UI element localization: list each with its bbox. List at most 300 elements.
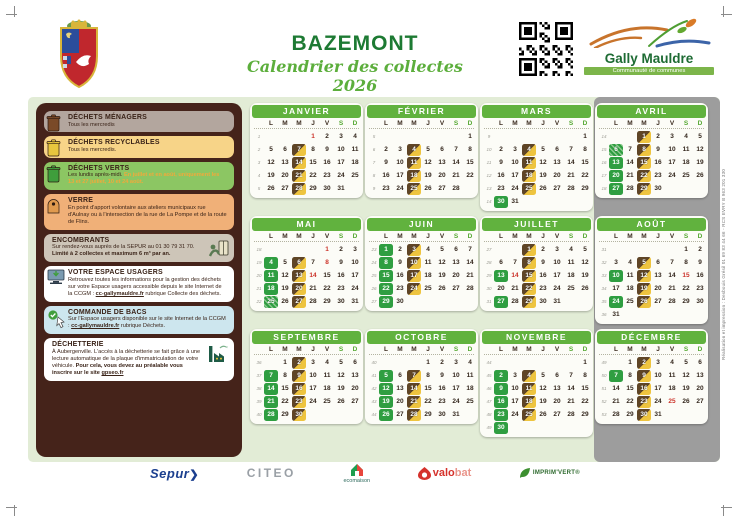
ecomaison-house-icon bbox=[349, 463, 365, 477]
sidebar-card-text bbox=[68, 122, 227, 129]
inline-link[interactable]: gpseo.fr bbox=[101, 369, 124, 376]
month-mai bbox=[250, 216, 363, 311]
inline-link[interactable]: cc-gallymauldre.fr bbox=[71, 323, 120, 330]
week-number: 20 bbox=[256, 273, 262, 278]
week-number: 26 bbox=[371, 286, 377, 291]
empty-day-cell bbox=[421, 131, 435, 143]
green-bin-icon bbox=[46, 165, 61, 188]
day-cell: 11 bbox=[424, 258, 432, 266]
day-cell: 3 bbox=[353, 245, 357, 253]
week-number: 28 bbox=[486, 260, 492, 265]
day-cell: 5 bbox=[269, 145, 273, 153]
day-cell: 4 bbox=[325, 358, 329, 366]
collecte-verts-day: 13 bbox=[494, 270, 508, 282]
empty-day-cell bbox=[522, 422, 536, 434]
day-cell: 19 bbox=[281, 284, 289, 292]
day-cell: 12 bbox=[438, 258, 446, 266]
day-cell: 16 bbox=[396, 271, 404, 279]
day-cell: 10 bbox=[668, 145, 676, 153]
week-number: 31 bbox=[486, 299, 492, 304]
empty-day-cell bbox=[564, 357, 578, 369]
day-cell: 9 bbox=[541, 258, 545, 266]
day-cell: 9 bbox=[384, 158, 388, 166]
day-cell: 31 bbox=[511, 197, 519, 205]
month-juillet bbox=[480, 216, 593, 311]
empty-day-cell bbox=[264, 244, 278, 256]
day-cell: 24 bbox=[511, 184, 519, 192]
text-segment: À Aubergenville. L'accès à la déchetterie se fait grâce à une lecture automatique de la plaque d'immatriculation de votre véhicule. bbox=[52, 348, 201, 369]
week-col-spacer bbox=[484, 120, 494, 127]
collecte-verts-day: 27 bbox=[494, 296, 508, 308]
day-cell: 2 bbox=[499, 145, 503, 153]
weekday-letter: M bbox=[282, 346, 288, 353]
empty-day-cell bbox=[665, 309, 679, 321]
imprimvert-logo: IMPRIM'VERT® bbox=[519, 467, 580, 479]
day-cell: 16 bbox=[337, 271, 345, 279]
weekday-letter: M bbox=[627, 120, 633, 127]
day-cell: 15 bbox=[424, 384, 432, 392]
weekday-header bbox=[254, 231, 359, 242]
weekday-letter: M bbox=[526, 233, 532, 240]
weekday-letter: J bbox=[426, 346, 430, 353]
sidebar-card-dechets-verts bbox=[44, 162, 234, 190]
month-header: AOÛT bbox=[597, 218, 706, 231]
collecte-verts-day: 2 bbox=[494, 370, 508, 382]
empty-day-cell bbox=[693, 409, 707, 421]
collecte-menagers-recyclables-day: 1 bbox=[522, 244, 536, 256]
collecte-menagers-recyclables-day: 26 bbox=[637, 296, 651, 308]
collecte-verts-day: 21 bbox=[264, 396, 278, 408]
month-header: SEPTEMBRE bbox=[252, 331, 361, 344]
weekday-letter: M bbox=[526, 346, 532, 353]
collecte-menagers-recyclables-day: 15 bbox=[637, 157, 651, 169]
empty-day-cell bbox=[536, 422, 550, 434]
week-number: 48 bbox=[486, 412, 492, 417]
day-cell: 16 bbox=[382, 171, 390, 179]
weekday-letter: J bbox=[656, 120, 660, 127]
furniture-icon bbox=[206, 240, 230, 267]
weekday-header bbox=[369, 231, 474, 242]
week-col-spacer bbox=[484, 233, 494, 240]
day-cell: 17 bbox=[351, 271, 359, 279]
factory-icon bbox=[206, 344, 230, 369]
weekday-letter: V bbox=[554, 346, 560, 353]
day-cell: 1 bbox=[283, 358, 287, 366]
day-cell: 14 bbox=[567, 384, 575, 392]
day-cell: 15 bbox=[323, 271, 331, 279]
empty-day-cell bbox=[393, 357, 407, 369]
week-number: 14 bbox=[601, 134, 607, 139]
weekday-letter: J bbox=[656, 346, 660, 353]
week-number: 34 bbox=[601, 286, 607, 291]
week-number: 51 bbox=[601, 386, 607, 391]
day-cell: 25 bbox=[466, 397, 474, 405]
day-cell: 2 bbox=[440, 358, 444, 366]
day-cell: 17 bbox=[309, 384, 317, 392]
weekday-letter: V bbox=[669, 120, 675, 127]
day-cell: 3 bbox=[339, 132, 343, 140]
day-cell: 12 bbox=[581, 258, 589, 266]
day-cell: 15 bbox=[309, 158, 317, 166]
day-cell: 13 bbox=[553, 158, 561, 166]
day-cell: 23 bbox=[654, 171, 662, 179]
days-grid bbox=[254, 130, 359, 195]
day-cell: 24 bbox=[654, 397, 662, 405]
collecte-verts-day: 7 bbox=[264, 370, 278, 382]
collecte-menagers-recyclables-day: 18 bbox=[522, 396, 536, 408]
day-cell: 25 bbox=[626, 297, 634, 305]
weekday-letter: M bbox=[641, 120, 647, 127]
month-decembre bbox=[595, 329, 708, 424]
month-header: AVRIL bbox=[597, 105, 706, 118]
ecomaison-logo: ecomaison bbox=[343, 463, 370, 484]
week-number: 8 bbox=[372, 173, 376, 178]
empty-day-cell bbox=[623, 309, 637, 321]
sidebar-card-verre bbox=[44, 194, 234, 229]
collecte-menagers-recyclables-day: 22 bbox=[522, 283, 536, 295]
day-cell: 8 bbox=[628, 371, 632, 379]
day-cell: 24 bbox=[309, 397, 317, 405]
empty-day-cell bbox=[407, 296, 421, 308]
day-cell: 15 bbox=[466, 158, 474, 166]
weekday-letter: D bbox=[352, 233, 358, 240]
collecte-verts-day: 16 bbox=[494, 396, 508, 408]
weekday-letter: M bbox=[397, 120, 403, 127]
day-cell: 6 bbox=[656, 258, 660, 266]
collecte-verts-day: 12 bbox=[379, 383, 393, 395]
day-cell: 24 bbox=[337, 171, 345, 179]
weekday-letter: J bbox=[656, 233, 660, 240]
day-cell: 8 bbox=[583, 371, 587, 379]
day-cell: 7 bbox=[628, 145, 632, 153]
days-grid bbox=[484, 130, 589, 208]
weekday-letter: M bbox=[282, 120, 288, 127]
day-cell: 2 bbox=[656, 132, 660, 140]
day-cell: 20 bbox=[438, 171, 446, 179]
collecte-menagers-recyclables-day: 4 bbox=[407, 144, 421, 156]
weekday-letter: S bbox=[453, 120, 459, 127]
day-cell: 10 bbox=[511, 384, 519, 392]
empty-day-cell bbox=[508, 422, 522, 434]
week-number: 49 bbox=[486, 425, 492, 430]
empty-day-cell bbox=[494, 244, 508, 256]
day-cell: 31 bbox=[612, 310, 620, 318]
collecte-verts-day: 24 bbox=[609, 296, 623, 308]
empty-day-cell bbox=[679, 309, 693, 321]
week-number: 36 bbox=[256, 360, 262, 365]
weekday-letter: J bbox=[426, 120, 430, 127]
weekday-letter: L bbox=[384, 120, 388, 127]
day-cell: 18 bbox=[351, 158, 359, 166]
collecte-menagers-recyclables-day: 16 bbox=[292, 383, 306, 395]
day-cell: 27 bbox=[452, 284, 460, 292]
collecte-menagers-recyclables-day: 2 bbox=[637, 357, 651, 369]
week-number: 12 bbox=[486, 173, 492, 178]
day-cell: 30 bbox=[654, 184, 662, 192]
collecte-menagers-recyclables-day: 9 bbox=[637, 370, 651, 382]
week-number: 36 bbox=[601, 312, 607, 317]
collecte-menagers-recyclables-day: 18 bbox=[407, 170, 421, 182]
empty-day-cell bbox=[306, 244, 320, 256]
crop-mark bbox=[6, 507, 17, 508]
day-cell: 27 bbox=[696, 397, 704, 405]
month-header: MARS bbox=[482, 105, 591, 118]
day-cell: 29 bbox=[581, 410, 589, 418]
jour-ferie: 25 bbox=[668, 397, 676, 405]
day-cell: 16 bbox=[323, 158, 331, 166]
collecte-menagers-recyclables-day: 10 bbox=[407, 257, 421, 269]
weekday-letter: M bbox=[282, 233, 288, 240]
collecte-menagers-recyclables-day: 23 bbox=[637, 396, 651, 408]
day-cell: 8 bbox=[583, 145, 587, 153]
day-cell: 26 bbox=[281, 297, 289, 305]
weekday-letter: D bbox=[582, 233, 588, 240]
empty-day-cell bbox=[522, 131, 536, 143]
month-janvier bbox=[250, 103, 363, 198]
day-cell: 11 bbox=[466, 371, 474, 379]
day-cell: 31 bbox=[553, 297, 561, 305]
qr-code bbox=[519, 22, 573, 76]
empty-day-cell bbox=[665, 183, 679, 195]
day-cell: 19 bbox=[539, 171, 547, 179]
day-cell: 27 bbox=[351, 397, 359, 405]
jour-ferie: 14 bbox=[511, 271, 519, 279]
text-segment: Retrouvez toutes les informations pour la gestion des déchets sur votre Espace usagers accessible depuis le site Internet de la CCGM : bbox=[68, 276, 222, 297]
empty-day-cell bbox=[550, 422, 564, 434]
jour-ferie: 1 bbox=[325, 245, 329, 253]
weekday-letter: M bbox=[397, 233, 403, 240]
weekday-letter: S bbox=[683, 120, 689, 127]
day-cell: 10 bbox=[351, 258, 359, 266]
weekday-header bbox=[599, 344, 704, 355]
day-cell: 9 bbox=[698, 258, 702, 266]
day-cell: 10 bbox=[396, 158, 404, 166]
weekday-header bbox=[254, 344, 359, 355]
weekday-letter: S bbox=[338, 346, 344, 353]
text-segment: rubrique Collecte des déchets. bbox=[143, 290, 221, 297]
empty-day-cell bbox=[264, 131, 278, 143]
collecte-verts-day: 11 bbox=[264, 270, 278, 282]
weekday-letter: J bbox=[311, 233, 315, 240]
collecte-menagers-recyclables-day: 7 bbox=[292, 144, 306, 156]
crop-mark bbox=[14, 6, 15, 17]
day-cell: 8 bbox=[426, 371, 430, 379]
day-cell: 21 bbox=[612, 397, 620, 405]
weekday-header bbox=[599, 231, 704, 242]
day-cell: 6 bbox=[555, 145, 559, 153]
week-number: 23 bbox=[371, 247, 377, 252]
text-segment: rubrique Déchets. bbox=[119, 323, 166, 330]
day-cell: 30 bbox=[396, 297, 404, 305]
empty-day-cell bbox=[578, 296, 592, 308]
weekday-letter: S bbox=[338, 233, 344, 240]
day-cell: 4 bbox=[670, 358, 674, 366]
day-cell: 14 bbox=[452, 158, 460, 166]
week-number: 31 bbox=[601, 247, 607, 252]
text-segment: Limité à 2 collectes et maximum 6 m³ par an. bbox=[52, 251, 171, 258]
day-cell: 21 bbox=[567, 171, 575, 179]
empty-day-cell bbox=[292, 244, 306, 256]
text-segment: Tous les mercredis. bbox=[68, 146, 117, 153]
inline-link[interactable]: cc-gallymauldre.fr bbox=[95, 290, 144, 297]
week-number: 5 bbox=[257, 186, 261, 191]
empty-day-cell bbox=[578, 422, 592, 434]
sidebar-card-title: DÉCHETTERIE bbox=[52, 341, 104, 349]
yellow-bin-icon bbox=[46, 139, 61, 162]
day-cell: 27 bbox=[654, 297, 662, 305]
day-cell: 20 bbox=[396, 397, 404, 405]
weekday-letter: V bbox=[324, 233, 330, 240]
empty-day-cell bbox=[693, 183, 707, 195]
day-cell: 19 bbox=[682, 384, 690, 392]
day-cell: 19 bbox=[267, 171, 275, 179]
day-cell: 9 bbox=[339, 258, 343, 266]
weekday-letter: V bbox=[669, 346, 675, 353]
day-cell: 2 bbox=[339, 245, 343, 253]
collecte-menagers-recyclables-day: 30 bbox=[637, 409, 651, 421]
sidebar-card-title: VERRE bbox=[68, 197, 94, 205]
empty-day-cell bbox=[264, 357, 278, 369]
empty-day-cell bbox=[494, 131, 508, 143]
day-cell: 30 bbox=[337, 297, 345, 305]
day-cell: 1 bbox=[583, 358, 587, 366]
sidebar-card-text bbox=[52, 244, 204, 258]
day-cell: 2 bbox=[398, 245, 402, 253]
day-cell: 11 bbox=[323, 371, 331, 379]
weekday-letter: V bbox=[669, 233, 675, 240]
day-cell: 13 bbox=[351, 371, 359, 379]
day-cell: 3 bbox=[513, 145, 517, 153]
text-segment: Les lundis après-midi. bbox=[68, 172, 124, 179]
week-number: 27 bbox=[486, 247, 492, 252]
day-cell: 6 bbox=[698, 358, 702, 366]
days-grid bbox=[599, 243, 704, 321]
weekday-letter: M bbox=[411, 120, 417, 127]
collecte-menagers-recyclables-day: 14 bbox=[407, 383, 421, 395]
day-cell: 17 bbox=[511, 171, 519, 179]
weekday-letter: L bbox=[384, 346, 388, 353]
week-number: 2 bbox=[257, 147, 261, 152]
empty-day-cell bbox=[693, 309, 707, 321]
months-grid bbox=[250, 103, 708, 437]
citeo-logo: CITEO bbox=[246, 466, 296, 480]
collecte-menagers-recyclables-day: 29 bbox=[522, 296, 536, 308]
empty-day-cell bbox=[449, 296, 463, 308]
week-number: 14 bbox=[486, 199, 492, 204]
valobat-logo: valobat bbox=[418, 467, 472, 480]
day-cell: 2 bbox=[541, 245, 545, 253]
text-segment: En juillet et en août, uniquement les 13 et 27 juillet, 10 et 24 août. bbox=[68, 172, 220, 186]
day-cell: 9 bbox=[325, 145, 329, 153]
day-cell: 5 bbox=[583, 245, 587, 253]
empty-day-cell bbox=[407, 131, 421, 143]
weekday-letter: V bbox=[554, 120, 560, 127]
month-mars bbox=[480, 103, 593, 211]
week-number: 29 bbox=[486, 273, 492, 278]
empty-day-cell bbox=[637, 244, 651, 256]
week-number: 46 bbox=[486, 386, 492, 391]
month-header: MAI bbox=[252, 218, 361, 231]
empty-day-cell bbox=[665, 244, 679, 256]
weekday-letter: J bbox=[541, 120, 545, 127]
collecte-menagers-recyclables-day: 23 bbox=[292, 396, 306, 408]
sidebar-card-text bbox=[52, 349, 204, 377]
day-cell: 22 bbox=[581, 171, 589, 179]
week-col-spacer bbox=[599, 346, 609, 353]
day-cell: 29 bbox=[581, 184, 589, 192]
weekday-letter: M bbox=[627, 346, 633, 353]
collecte-verts-day: 1 bbox=[379, 244, 393, 256]
week-number: 16 bbox=[601, 160, 607, 165]
collecte-menagers-recyclables-day: 2 bbox=[292, 357, 306, 369]
day-cell: 13 bbox=[396, 384, 404, 392]
day-cell: 23 bbox=[337, 284, 345, 292]
sidebar-card-encombrants bbox=[44, 234, 234, 262]
day-cell: 5 bbox=[684, 358, 688, 366]
day-cell: 2 bbox=[698, 245, 702, 253]
week-number: 30 bbox=[486, 286, 492, 291]
week-number: 18 bbox=[601, 186, 607, 191]
empty-day-cell bbox=[522, 357, 536, 369]
day-cell: 4 bbox=[684, 132, 688, 140]
weekday-letter: S bbox=[568, 233, 574, 240]
day-cell: 30 bbox=[323, 184, 331, 192]
week-number: 24 bbox=[371, 260, 377, 265]
day-cell: 28 bbox=[668, 297, 676, 305]
week-number: 42 bbox=[371, 386, 377, 391]
day-cell: 27 bbox=[281, 184, 289, 192]
day-cell: 12 bbox=[539, 384, 547, 392]
day-cell: 7 bbox=[513, 258, 517, 266]
weekday-letter: M bbox=[627, 233, 633, 240]
text-segment: Sur l'Espace usagers disponible sur le site Internet de la CCGM : bbox=[68, 316, 226, 330]
gally-mauldre-logo bbox=[584, 18, 714, 75]
collecte-verts-day: 10 bbox=[609, 270, 623, 282]
weekday-letter: D bbox=[697, 233, 703, 240]
day-cell: 11 bbox=[567, 258, 575, 266]
day-cell: 16 bbox=[654, 158, 662, 166]
day-cell: 23 bbox=[382, 184, 390, 192]
day-cell: 13 bbox=[452, 258, 460, 266]
partners-footer bbox=[150, 461, 580, 485]
week-number: 5 bbox=[372, 134, 376, 139]
day-cell: 8 bbox=[311, 145, 315, 153]
jour-ferie: 14 bbox=[309, 271, 317, 279]
empty-day-cell bbox=[679, 409, 693, 421]
collecte-menagers-recyclables-day: 25 bbox=[522, 183, 536, 195]
week-number: 43 bbox=[371, 399, 377, 404]
crop-mark bbox=[723, 6, 724, 17]
day-cell: 9 bbox=[398, 258, 402, 266]
text-segment: En point d'apport volontaire aux ateliers municipaux rue d'Aulnay ou à l'intersection de la rue de La Pompe et de la route de Flins. bbox=[68, 204, 227, 225]
empty-day-cell bbox=[421, 296, 435, 308]
day-cell: 13 bbox=[553, 384, 561, 392]
collecte-verts-day: 4 bbox=[264, 257, 278, 269]
empty-day-cell bbox=[651, 244, 665, 256]
days-grid bbox=[254, 243, 359, 308]
weekday-letter: D bbox=[467, 120, 473, 127]
hand-click-icon bbox=[46, 309, 68, 336]
imprimvert-leaf-icon bbox=[519, 467, 531, 479]
calendar-subtitle: Calendrier des collectes 2026 bbox=[247, 57, 463, 95]
day-cell: 7 bbox=[468, 245, 472, 253]
day-cell: 17 bbox=[612, 284, 620, 292]
day-cell: 28 bbox=[567, 184, 575, 192]
collecte-verts-day: 7 bbox=[609, 370, 623, 382]
month-avril bbox=[595, 103, 708, 198]
day-cell: 28 bbox=[567, 410, 575, 418]
day-cell: 26 bbox=[539, 410, 547, 418]
